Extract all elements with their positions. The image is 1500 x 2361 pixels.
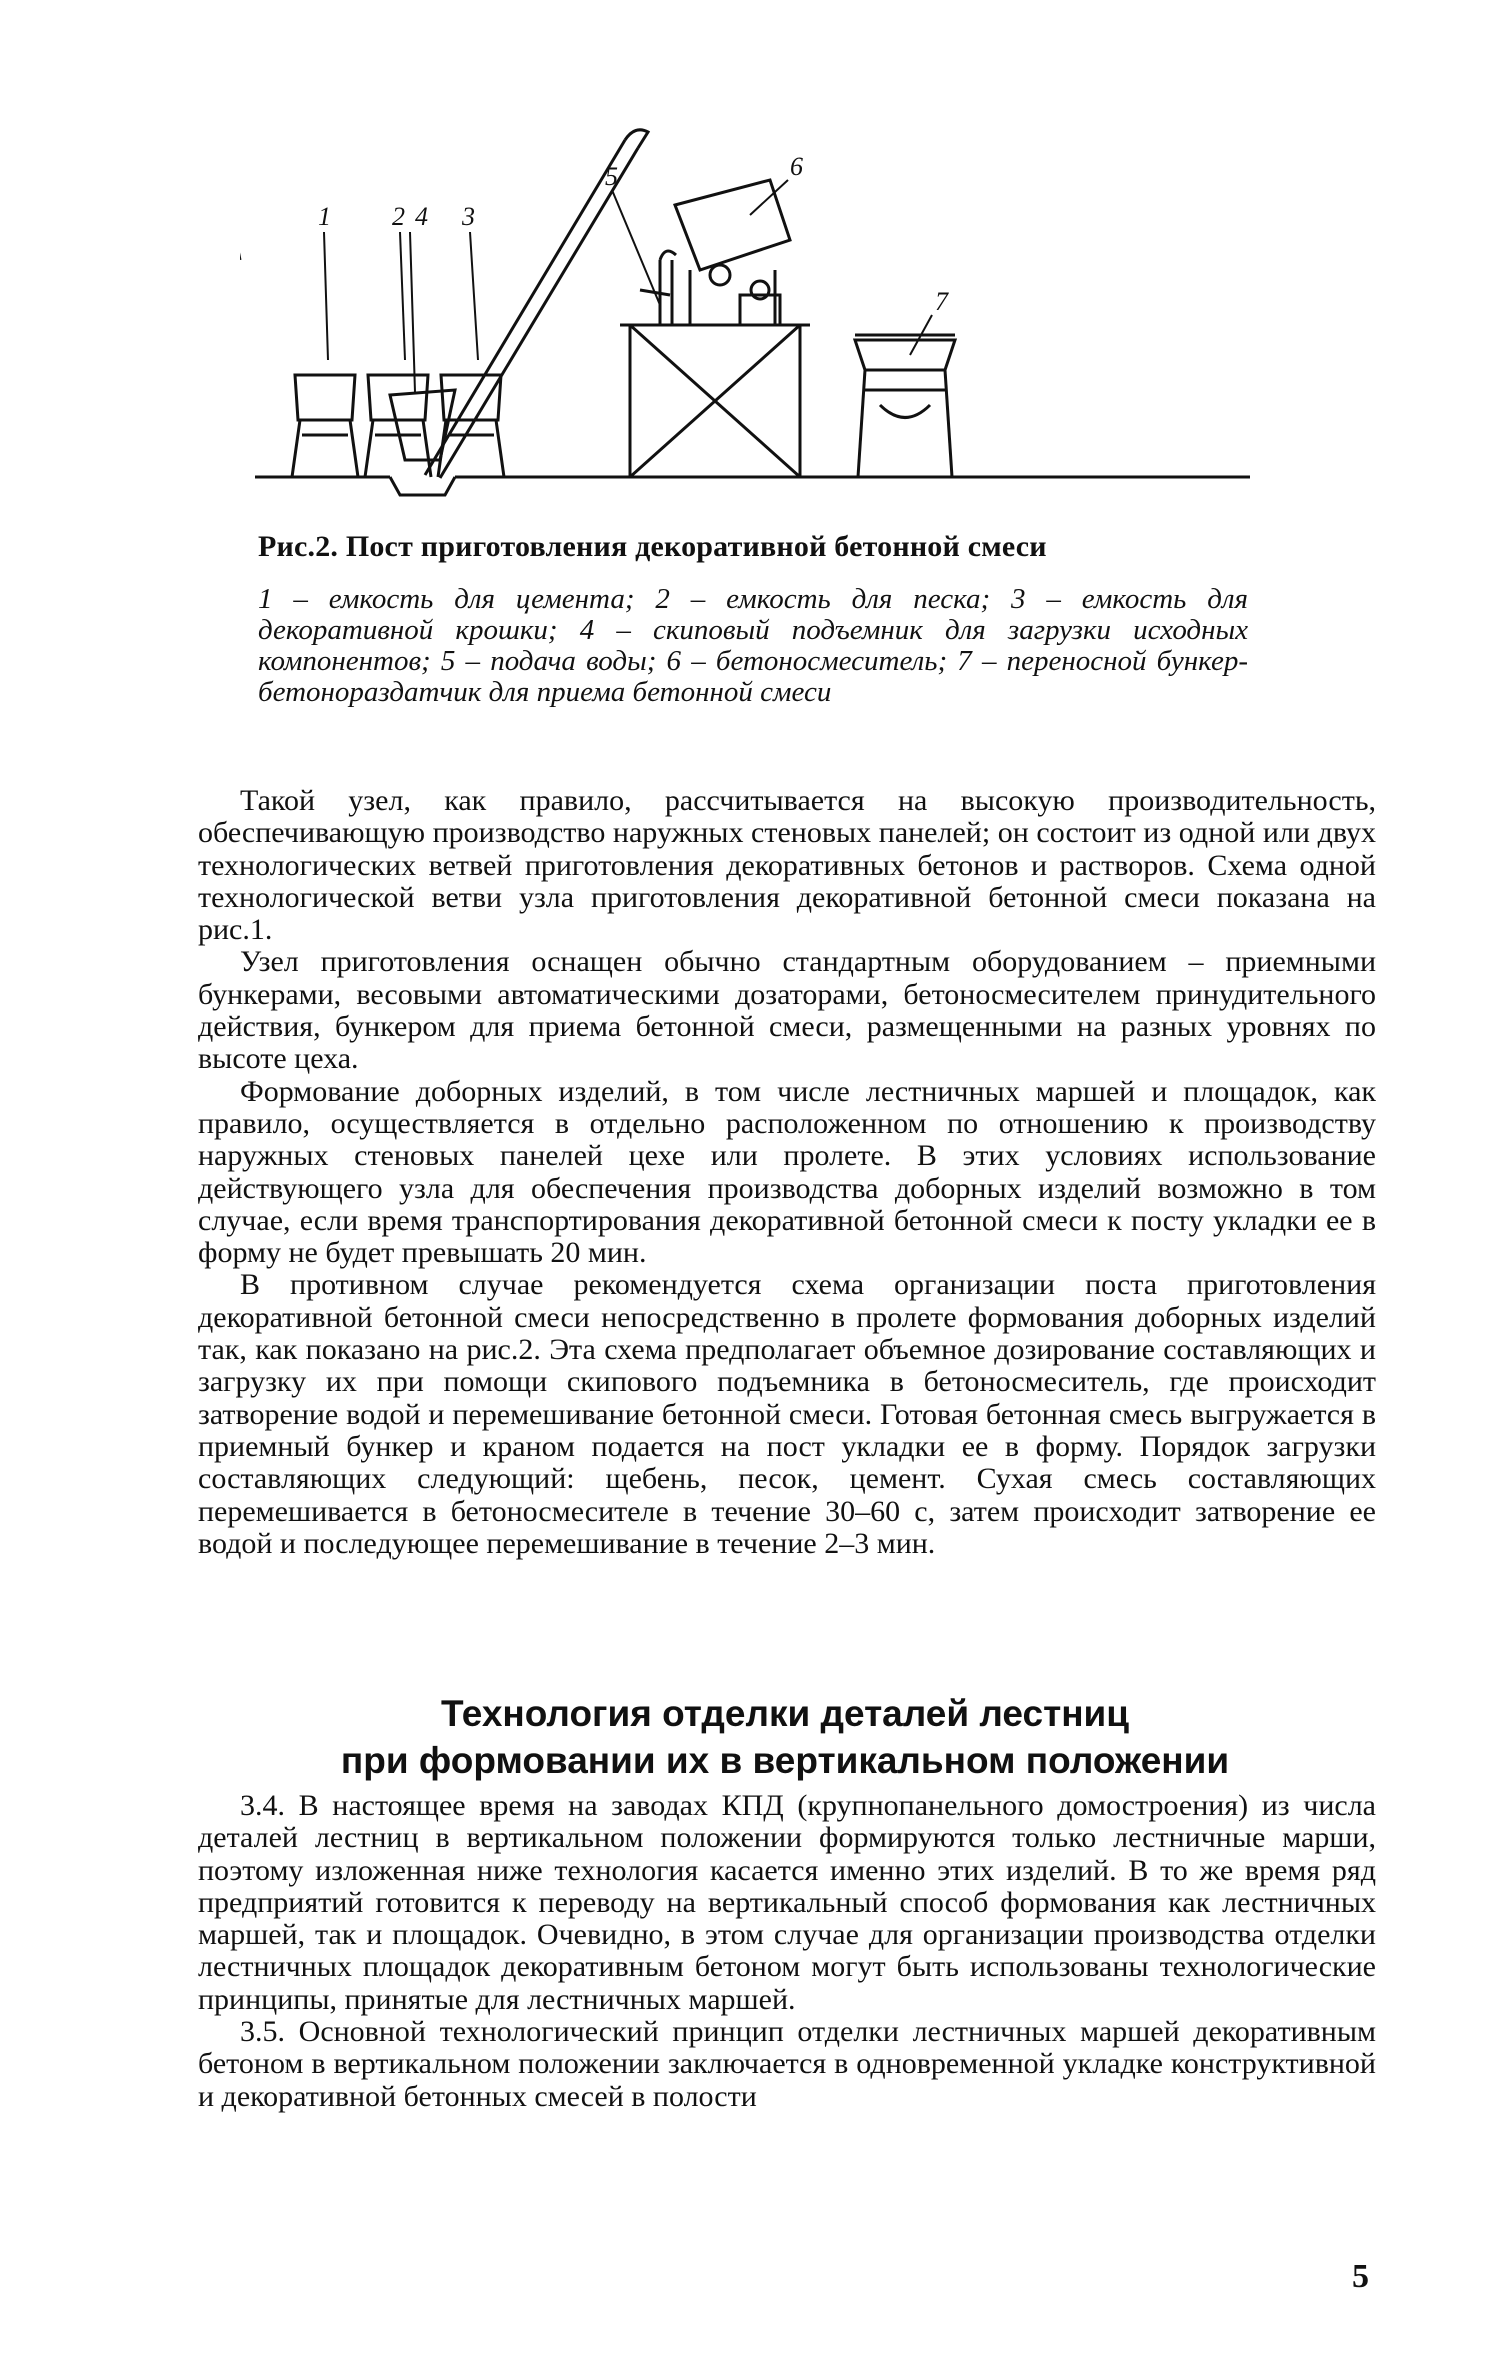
page-number: 5 xyxy=(1352,2258,1369,2295)
section-heading-line: Технология отделки деталей лестниц xyxy=(440,1693,1130,1734)
paragraph: 3.4. В настоящее время на заводах КПД (крупнопанельного домостроения) из числа деталей лестниц в вертикальном положении формируются только лестничные марши, поэтому изложенная ниже технология касается именно этих изделий. В то же время ряд предприятий готовится к переводу на вертикальный способ формования как лестничных маршей, так и площадок. Очевидно, в этом случае для организации производства отделки лестничных площадок декоративным бетоном могут быть использованы технологические принципы, принятые для лестничных маршей. xyxy=(198,1789,1376,2016)
figure-legend: 1 – емкость для цемента; 2 – емкость для песка; 3 – емкость для декоративной крошки; 4 – скиповый подъемник для загрузки исходных компонентов; 5 – подача воды; 6 – бетоносмеситель; 7 – переносной бункер-бетонораздатчик для приема бетонной смеси xyxy=(258,583,1248,708)
concrete-mixing-station-figure xyxy=(240,120,1280,520)
figure-label-2: 2 xyxy=(392,202,405,231)
figure-label-4: 4 xyxy=(415,202,428,231)
body-text-lower xyxy=(198,1790,1376,2113)
section-heading-line: при формовании их в вертикальном положении xyxy=(340,1740,1230,1781)
figure-label-3: 3 xyxy=(462,202,475,231)
figure-label-5: 5 xyxy=(605,162,618,191)
figure-label-7: 7 xyxy=(935,287,948,316)
paragraph: Узел приготовления оснащен обычно стандартным оборудованием – приемными бункерами, весовыми автоматическими дозаторами, бетоносмесителем принудительного действия, бункером для приема бетонной смеси, размещенными на разных уровнях по высоте цеха. xyxy=(198,945,1376,1076)
paragraph: Формование доборных изделий, в том числе лестничных маршей и площадок, как правило, осуществляется в отдельно расположенном по отношению к производству наружных стеновых панелей цехе или пролете. В этих условиях использование действующего узла для обеспечения производства доборных изделий возможно в том случае, если время транспортирования декоративной бетонной смеси к посту укладки ее в форму не будет превышать 20 мин. xyxy=(198,1074,1376,1270)
figure-label-6: 6 xyxy=(790,152,803,181)
figure-caption-title: Рис.2. Пост приготовления декоративной бетонной смеси xyxy=(258,530,1047,563)
figure-label-1: 1 xyxy=(318,202,331,231)
paragraph: Такой узел, как правило, рассчитывается на высокую производительность, обеспечивающую производство наружных стеновых панелей; он состоит из одной или двух технологических ветвей приготовления декоративных бетонов и растворов. Схема одной технологической ветви узла приготовления декоративной бетонной смеси показана на рис.1. xyxy=(198,784,1376,947)
paragraph: В противном случае рекомендуется схема организации поста приготовления декоративной бетонной смеси непосредственно в пролете формования доборных изделий так, как показано на рис.2. Эта схема предполагает объемное дозирование составляющих и загрузку их при помощи скипового подъемника в бетоносмеситель, где происходит затворение водой и перемешивание бетонной смеси. Готовая бетонная смесь выгружается в приемный бункер и краном подается на пост укладки ее в форму. Порядок загрузки составляющих следующий: щебень, песок, цемент. Сухая смесь составляющих перемешивается в бетоносмесителе в течение 30–60 с, затем происходит затворение ее водой и последующее перемешивание в течение 2–3 мин. xyxy=(198,1268,1376,1560)
paragraph: 3.5. Основной технологический принцип отделки лестничных маршей декоративным бетоном в вертикальном положении заключается в одновременной укладке конструктивной и декоративной бетонных смесей в полости xyxy=(198,2015,1376,2113)
body-text-upper xyxy=(198,785,1376,1560)
section-heading xyxy=(200,1690,1370,1784)
